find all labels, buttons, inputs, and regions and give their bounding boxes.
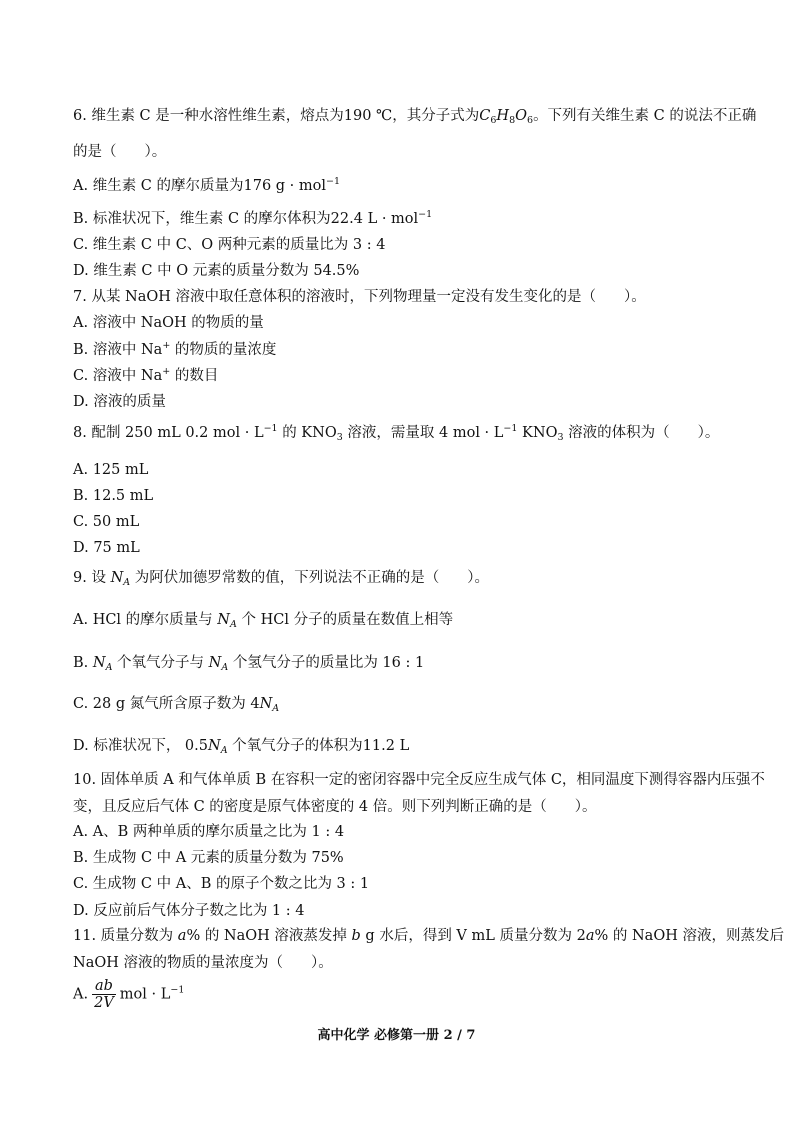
q7-option-c: C. 溶液中 Na+ 的数目: [73, 366, 219, 384]
q6-option-a: A. 维生素 C 的摩尔质量为176 g · mol$^{-1}$: [73, 176, 341, 194]
q10-option-c: C. 生成物 C 中 A、B 的原子个数之比为 3 : 1: [73, 876, 370, 892]
q8-option-a: A. 125 mL: [73, 462, 149, 478]
q10-option-a: A. A、B 两种单质的摩尔质量之比为 1 : 4: [73, 824, 345, 840]
q8-option-d: D. 75 mL: [73, 540, 140, 556]
q9-stem: 9. 设 $N_A$ 为阿伏加德罗常数的值，下列说法不正确的是（ ）。: [73, 570, 489, 588]
q7-option-d: D. 溶液的质量: [73, 394, 166, 410]
q10-stem-line1: 10. 固体单质 A 和气体单质 B 在容积一定的密闭容器中完全反应生成气体 C，相同温度下测得容器内压强不: [73, 772, 765, 788]
q8-option-c: C. 50 mL: [73, 514, 140, 530]
q8-option-b: B. 12.5 mL: [73, 488, 154, 504]
q10-option-d: D. 反应前后气体分子数之比为 1 : 4: [73, 903, 305, 919]
q11-option-a: A. $\frac{ab}{2V}$ mol · $L^{-1}$: [73, 978, 185, 1011]
q8-stem: 8. 配制 250 mL 0.2 mol · $L^{-1}$ 的 $KNO_3$ 溶液，需量取 4 mol · $L^{-1}$ $KNO_3$ 溶液的体积为（ ）。: [73, 423, 720, 443]
q10-option-b: B. 生成物 C 中 A 元素的质量分数为 75%: [73, 850, 344, 866]
q11-stem-line1: 11. 质量分数为 a% 的 NaOH 溶液蒸发掉 b g 水后，得到 V mL 质量分数为 2a% 的 NaOH 溶液，则蒸发后: [73, 928, 784, 944]
q6-option-c: C. 维生素 C 中 C、O 两种元素的质量比为 3 : 4: [73, 237, 386, 253]
q9-option-c: C. 28 g 氮气所含原子数为 $4N_A$: [73, 696, 280, 714]
page-footer: 高中化学 必修第一册 2 / 7: [317, 1028, 476, 1043]
q10-stem-line2: 变，且反应后气体 C 的密度是原气体密度的 4 倍。则下列判断正确的是（ ）。: [73, 799, 597, 815]
q9-option-b: B. $N_A$ 个氧气分子与 $N_A$ 个氢气分子的质量比为 16 : 1: [73, 655, 425, 673]
q9-option-a: A. HCl 的摩尔质量与 $N_A$ 个 HCl 分子的质量在数值上相等: [73, 612, 454, 630]
q6-stem-line2: 的是（ ）。: [73, 144, 167, 160]
q7-option-b: B. 溶液中 Na+ 的物质的量浓度: [73, 340, 277, 358]
q7-option-a: A. 溶液中 NaOH 的物质的量: [73, 315, 264, 331]
q11-stem-line2: NaOH 溶液的物质的量浓度为（ ）。: [73, 955, 333, 971]
fraction: $\frac{ab}{2V}$: [94, 978, 114, 1011]
q6-option-d: D. 维生素 C 中 O 元素的质量分数为 54.5%: [73, 263, 360, 279]
q6-stem-line1: 6. 维生素 C 是一种水溶性维生素，熔点为190 ℃，其分子式为$C_6H_8O_6$。下列有关维生素 C 的说法不正确: [73, 108, 757, 126]
q9-option-d: D. 标准状况下， $0.5N_A$ 个氧气分子的体积为11.2 L: [73, 738, 410, 756]
q6-option-b: B. 标准状况下，维生素 C 的摩尔体积为22.4 L · mol$^{-1}$: [73, 209, 433, 227]
q7-stem: 7. 从某 NaOH 溶液中取任意体积的溶液时，下列物理量一定没有发生变化的是（ ）。: [73, 289, 646, 305]
